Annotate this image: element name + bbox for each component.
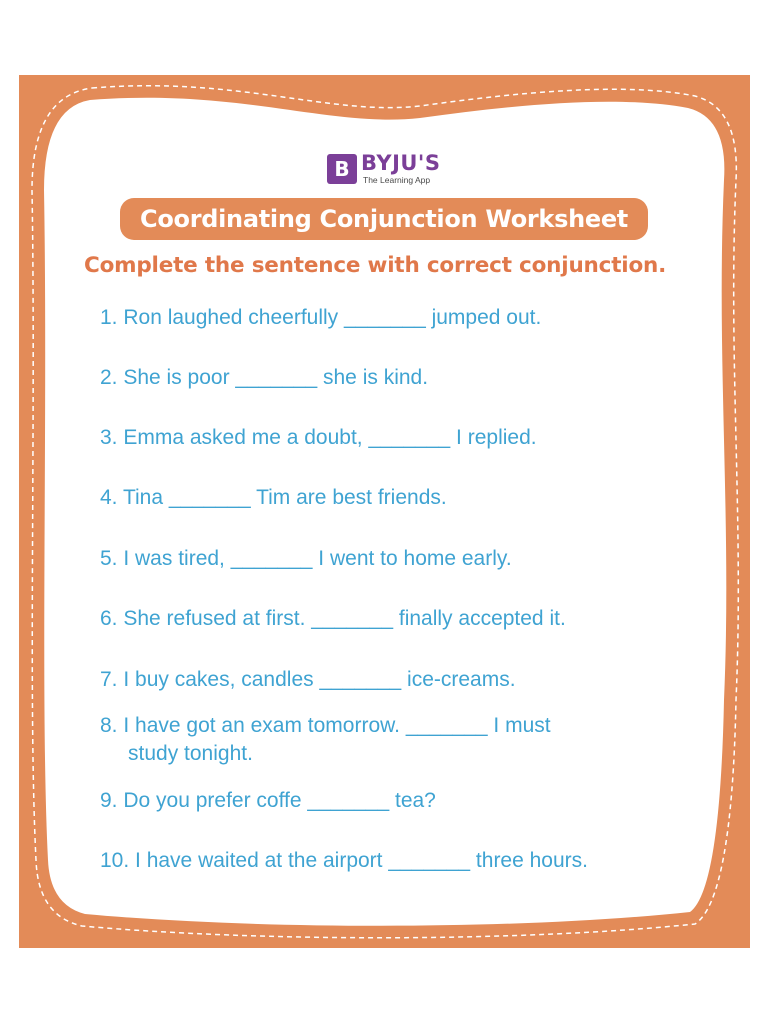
question-text: 2. She is poor _______ she is kind. bbox=[100, 366, 429, 389]
question-item bbox=[100, 304, 541, 332]
worksheet-title: Coordinating Conjunction Worksheet bbox=[140, 205, 628, 233]
question-text: 1. Ron laughed cheerfully _______ jumped out. bbox=[100, 306, 542, 329]
question-text: 6. She refused at first. _______ finally accepted it. bbox=[100, 607, 566, 630]
brand-name: BYJU'S bbox=[361, 151, 441, 175]
question-item bbox=[100, 712, 551, 768]
question-text: 3. Emma asked me a doubt, _______ I replied. bbox=[100, 426, 537, 449]
byjus-logo bbox=[327, 153, 440, 185]
question-item bbox=[100, 666, 516, 694]
logo-text-block bbox=[361, 153, 440, 185]
question-item bbox=[100, 364, 428, 392]
question-text-continued: study tonight. bbox=[128, 742, 253, 765]
byjus-logo-icon: B bbox=[327, 154, 357, 184]
question-text: 10. I have waited at the airport _______ three hours. bbox=[100, 849, 588, 872]
question-text: 5. I was tired, _______ I went to home early. bbox=[100, 547, 512, 570]
instruction-text: Complete the sentence with correct conjunction. bbox=[84, 253, 667, 278]
question-item bbox=[100, 424, 537, 452]
question-item bbox=[100, 787, 436, 815]
question-text: 7. I buy cakes, candles _______ ice-creams. bbox=[100, 668, 516, 691]
title-banner bbox=[120, 198, 648, 240]
question-text: 4. Tina _______ Tim are best friends. bbox=[100, 486, 447, 509]
question-item bbox=[100, 545, 512, 573]
question-item bbox=[100, 605, 566, 633]
question-item bbox=[100, 484, 447, 512]
question-text: 8. I have got an exam tomorrow. _______ I must bbox=[100, 714, 551, 737]
question-item bbox=[100, 847, 588, 875]
brand-tagline: The Learning App bbox=[363, 175, 431, 185]
question-text: 9. Do you prefer coffe _______ tea? bbox=[100, 789, 436, 812]
